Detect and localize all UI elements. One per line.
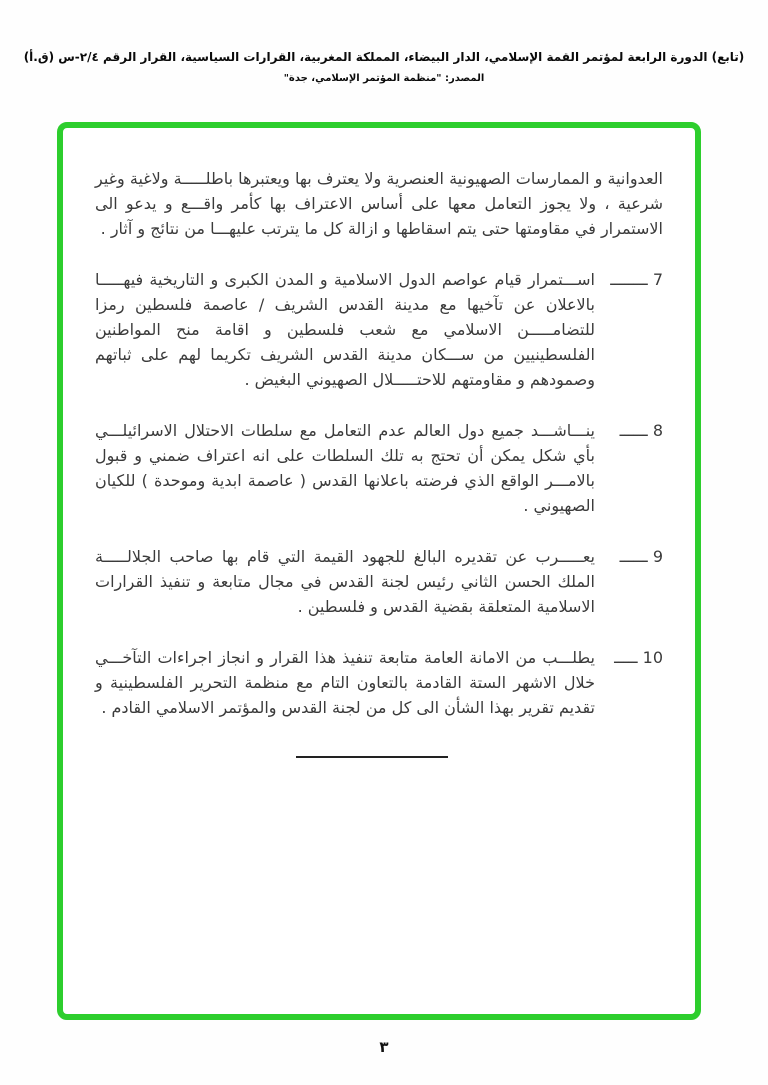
- item-number-marker: 7 ــــــــ: [610, 270, 663, 289]
- separator-line: [296, 756, 448, 758]
- resolution-item-8: [95, 418, 663, 518]
- scanned-text-area: [63, 128, 695, 758]
- item-number-marker: 8 ــــــ: [619, 421, 663, 440]
- document-header: [18, 50, 750, 84]
- resolution-item-7: [95, 267, 663, 392]
- item-text: يطلـــب من الامانة العامة متابعة تنفيذ هذا القرار و انجاز اجراءات التآخـــي خلال الاشهر الستة القادمة بالتعاون التام مع منظمة التحرير الفلسطينية و تقديم تقرير بهذا الشأن الى كل من لجنة القدس والمؤتمر الاسلامي القادم .: [95, 648, 595, 717]
- header-title: (تابع) الدورة الرابعة لمؤتمر القمة الإسلامي، الدار البيضاء، المملكة المغربية، القرارات السياسية، القرار الرقم ٢/٤-س (ق.أ): [23, 50, 745, 64]
- item-number-marker: 9 ــــــ: [619, 547, 663, 566]
- page-number: ٣: [379, 1038, 389, 1056]
- item-text: اســـتمرار قيام عواصم الدول الاسلامية و المدن الكبرى و التاريخية فيهـــــا بالاعلان عن تآخيها مع مدينة القدس الشريف / عاصمة فلسطين رمزا للتضامـــــن الاسلامي مع شعب فلسطين و اقامة منح المواطنين الفلسطينيين من ســـكان مدينة القدس الشريف تكريما لهم على ثباتهم وصمودهم و مقاومتهم للاحتـــــلال الصهيوني البغيض .: [95, 270, 595, 389]
- scan-frame: [57, 122, 701, 1020]
- item-text: يعـــــرب عن تقديره البالغ للجهود القيمة التي قام بها صاحب الجلالـــــة الملك الحسن الثاني رئيس لجنة القدس في مجال متابعة و تنفيذ القرارات الاسلامية المتعلقة بقضية القدس و فلسطين .: [95, 547, 595, 616]
- resolution-item-10: [95, 645, 663, 720]
- resolution-item-9: [95, 544, 663, 619]
- item-text: ينـــاشـــد جميع دول العالم عدم التعامل مع سلطات الاحتلال الاسرائيلـــي بأي شكل يمكن أن تحتج به تلك السلطات على انه اعتراف ضمني و قبول بالامـــر الواقع الذي فرضته باعلانها القدس ( عاصمة ابدية وموحدة ) للكيان الصهيوني .: [95, 421, 595, 515]
- item-number-marker: 10 ـــــ: [614, 648, 663, 667]
- intro-paragraph: العدوانية و الممارسات الصهيونية العنصرية ولا يعترف بها ويعتبرها باطلـــــة ولاغية وغير شرعية ، ولا يجوز التعامل معها على أساس الاعتراف بها كأمر واقـــع و يدعو الى الاستمرار في مقاومتها حتى يتم اسقاطها و ازالة كل ما يترتب عليهـــا من نتائج و آثار .: [95, 169, 663, 238]
- header-source: المصدر: "منظمة المؤتمر الإسلامي، جدة": [283, 73, 485, 84]
